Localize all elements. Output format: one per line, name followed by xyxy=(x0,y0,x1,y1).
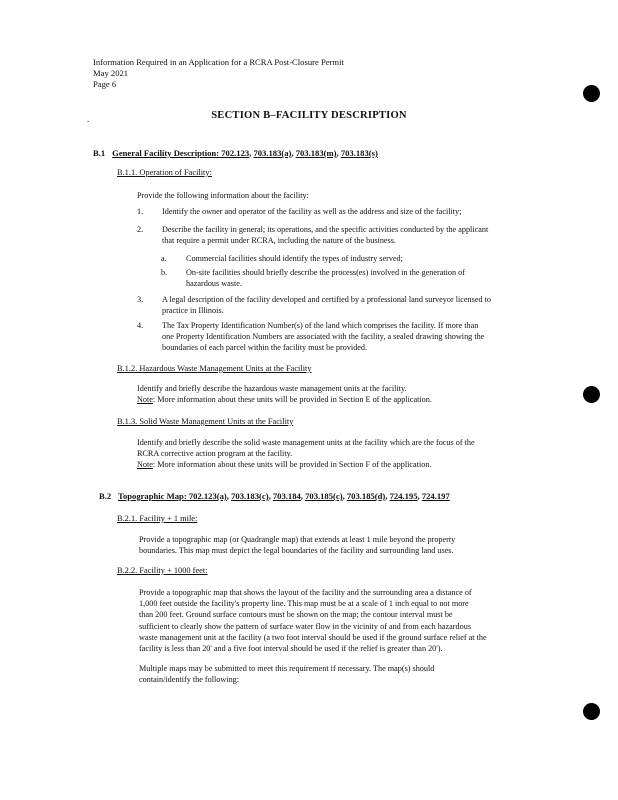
section-number: B.2 xyxy=(99,491,112,501)
section-number: B.1 xyxy=(93,148,106,158)
ref-link[interactable]: 703.183(a) xyxy=(253,148,292,158)
b1-2-body: Identify and briefly describe the hazardous waste management units at the facility. Note: More information about these units will be provided in Section E of the application. xyxy=(137,384,432,405)
section-label: General Facility Description: xyxy=(112,148,220,158)
punch-hole-bottom xyxy=(583,703,600,720)
b2-1-body: Provide a topographic map (or Quadrangle map) that extends at least 1 mile beyond the property boundaries. This map must depict the legal boundaries of the facility and surrounding land uses. xyxy=(139,535,456,556)
b2-2-body-2: Multiple maps may be submitted to meet this requirement if necessary. The map(s) should contain/identify the following: xyxy=(139,664,435,685)
ref-link[interactable]: 703.183(c) xyxy=(231,491,269,501)
ref-link[interactable]: 703.183(m) xyxy=(295,148,337,158)
list-item: 1. Identify the owner and operator of the facility as well as the address and size of the facility; xyxy=(137,207,462,216)
ref-link[interactable]: 724.197 xyxy=(421,491,450,501)
ref-link[interactable]: 703.184 xyxy=(272,491,301,501)
scan-mark: . xyxy=(87,114,90,124)
subsection-b1-3-title: B.1.3. Solid Waste Management Units at the Facility xyxy=(117,417,294,426)
punch-hole-middle xyxy=(583,386,600,403)
b1-3-body: Identify and briefly describe the solid waste management units at the facility which are the focus of the RCRA corrective action program at the facility. Note: More information about these units will be provided in Section F of the application. xyxy=(137,438,475,470)
section-b1-heading: B.1 General Facility Description: 702.123, 703.183(a), 703.183(m), 703.183(s) xyxy=(93,148,378,158)
b2-2-body: Provide a topographic map that shows the layout of the facility and the surrounding area a distance of 1,000 feet outside the facility's property line. This map must be at a scale of 1 inch equal to not more than 200 feet. Ground surface contours must be shown on the map; the contour interval must be sufficient to clearly show the pattern of surface water flow in the vicinity of and from each hazardous waste management unit at the facility (a two foot interval should be used if the ground surface relief at the facility is less than 20' and a five foot interval should be used if the relief is greater than 20'). xyxy=(139,588,487,654)
ref-link[interactable]: 703.185(c) xyxy=(305,491,343,501)
list-item: 4. The Tax Property Identification Number(s) of the land which comprises the facility. If more than one Property Identification Numbers are associated with the facility, a sealed drawing showing the boundaries of each parcel within the facility must be provided. xyxy=(137,321,485,352)
ref-link[interactable]: 724.195 xyxy=(389,491,418,501)
section-label: Topographic Map: xyxy=(118,491,187,501)
ref-link[interactable]: 703.183(s) xyxy=(340,148,378,158)
subsection-b1-2-title: B.1.2. Hazardous Waste Management Units at the Facility xyxy=(117,364,312,373)
punch-hole-top xyxy=(583,85,600,102)
ref-link[interactable]: 702.123(a) xyxy=(186,491,227,501)
page-title: SECTION B–FACILITY DESCRIPTION xyxy=(211,110,407,121)
header-line-2: May 2021 xyxy=(93,68,129,78)
list-item: 2. Describe the facility in general; its operations, and the specific activities conducted by the applicant that require a permit under RCRA, including the nature of the business. xyxy=(137,225,489,245)
b1-1-intro: Provide the following information about the facility: xyxy=(137,191,309,200)
sub-list-item: b. On-site facilities should briefly describe the process(es) involved in the generation of hazardous waste. xyxy=(161,268,465,288)
subsection-b1-1-title: B.1.1. Operation of Facility: xyxy=(117,168,212,177)
ref-link[interactable]: 703.185(d) xyxy=(346,491,386,501)
header-line-1: Information Required in an Application for a RCRA Post-Closure Permit xyxy=(93,57,344,67)
list-item: 3. A legal description of the facility developed and certified by a professional land surveyor licensed to practice in Illinois. xyxy=(137,295,491,315)
header-line-3: Page 6 xyxy=(93,79,117,89)
subsection-b2-2-title: B.2.2. Facility + 1000 feet: xyxy=(117,566,208,575)
section-b2-heading: B.2 Topographic Map: 702.123(a), 703.183(c), 703.184, 703.185(c), 703.185(d), 724.195, 724.197 xyxy=(99,491,450,501)
ref-link[interactable]: 702.123 xyxy=(219,148,250,158)
doc-header xyxy=(93,57,344,90)
sub-list-item: a. Commercial facilities should identify the types of industry served; xyxy=(161,254,403,263)
subsection-b2-1-title: B.2.1. Facility + 1 mile: xyxy=(117,514,198,523)
